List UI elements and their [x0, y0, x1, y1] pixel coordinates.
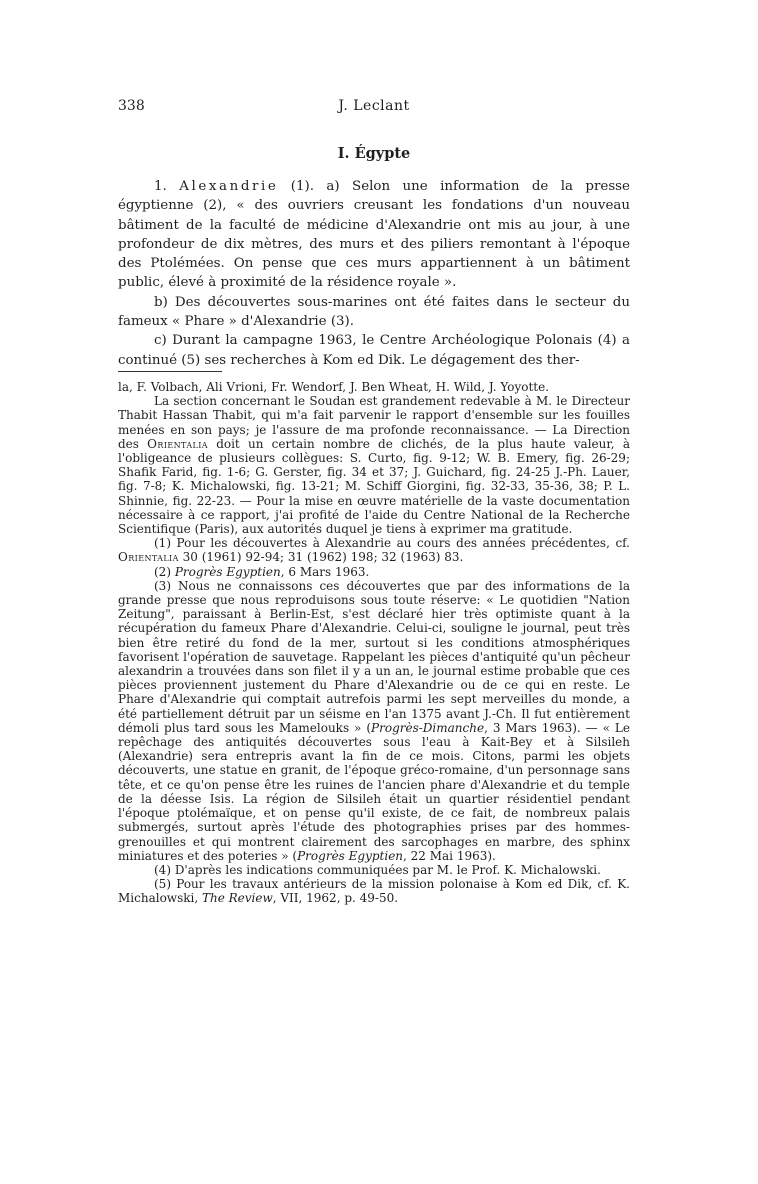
paragraph-alexandrie-c: c) Durant la campagne 1963, le Centre Archéologique Polonais (4) a continué (5) ses recherches à Kom ed Dik. Le dégagement des ther- [118, 333, 630, 368]
paragraph-alexandrie-a: 1. Alexandrie (1). a) Selon une information de la presse égyptienne (2), « des ouvriers creusant les fondations d'un nouveau bâtiment de la faculté de médicine d'Alexandrie ont mis au jour, à une profondeur de dix mètres, des murs et des piliers remontant à l'époque des Ptolémées. On pense que ces murs appartiennent à un bâtiment public, élevé à proximité de la résidence royale ». [118, 179, 630, 291]
page-number: 338 [118, 98, 145, 114]
footnote-5: (5) Pour les travaux antérieurs de la mission polonaise à Kom ed Dik, cf. K. Michalowski, The Review, VII, 1962, p. 49-50. [118, 877, 630, 906]
section-title: I. Égypte [337, 145, 411, 162]
paragraph-alexandrie-b: b) Des découvertes sous-marines ont été faites dans le secteur du fameux « Phare » d'Alexandrie (3). [118, 294, 630, 330]
footnote-acknowledgements: La section concernant le Soudan est grandement redevable à M. le Directeur Thabit Hassan Thabit, qui m'a fait parvenir le rapport d'ensemble sur les fouilles menées en son pays; je l'assure de ma profonde reconnaissance. — La Direction des Orientalia doit un certain nombre de clichés, de la plus haute valeur, à l'obligeance de plusieurs collègues: S. Curto, fig. 9-12; W. B. Emery, fig. 26-29; Shafik Farid, fig. 1-6; G. Gerster, fig. 34 et 37; J. Guichard, fig. 24-25 J.-Ph. Lauer, fig. 7-8; K. Michalowski, fig. 13-21; M. Schiff Giorgini, fig. 32-33, 35-36, 38; P. L. Shinnie, fig. 22-23. — Pour la mise en œuvre matérielle de la vaste documentation nécessaire à ce rapport, j'ai profité de l'aide du Centre National de la Recherche Scientifique (Paris), aux autorités duquel je tiens à exprimer ma gratitude. [118, 394, 630, 537]
body-text [118, 177, 630, 370]
footnote-1: (1) Pour les découvertes à Alexandrie au cours des années précédentes, cf. Orientalia 30 (1961) 92-94; 31 (1962) 198; 32 (1963) 83. [118, 536, 630, 565]
running-head: J. Leclant [338, 98, 410, 114]
place-name-alexandrie: Alexandrie [179, 179, 279, 194]
footnote-continued-line: la, F. Volbach, Ali Vrioni, Fr. Wendorf, J. Ben Wheat, H. Wild, J. Yoyotte. [118, 380, 550, 394]
footnote-3: (3) Nous ne connaissons ces découvertes que par des informations de la grande presse que nous reproduisons sous toute réserve: « Le quotidien "Nation Zeitung", paraissant à Berlin-Est, s'est déclaré hier très optimiste quant à la récupération du fameux Phare d'Alexandrie. Celui-ci, souligne le journal, peut très bien être retiré du fond de la mer, surtout si les conditions atmosphériques favorisent l'opération de sauvetage. Rappelant les pièces d'antiquité qu'un pêcheur alexandrin a trouvées dans son filet il y a un an, le journal estime probable que ces pièces proviennent justement du Phare d'Alexandrie ou de ce qui en reste. Le Phare d'Alexandrie qui comptait autrefois parmi les sept merveilles du monde, a été partiellement détruit par un séisme en l'an 1375 avant J.-Ch. Il fut entièrement démoli plus tard sous les Mamelouks » (Progrès-Dimanche, 3 Mars 1963). — « Le repêchage des antiquités découvertes sous l'eau à Kait-Bey et à Silsileh (Alexandrie) sera entrepris avant la fin de ce mois. Citons, parmi les objets découverts, une statue en granit, de l'époque gréco-romaine, d'un personnage sans tête, et ce qu'on pense être les ruines de l'ancien phare d'Alexandrie et du temple de la déesse Isis. La région de Silsileh était un quartier résidentiel pendant l'époque ptolémaïque, et on pense qu'il existe, de ce fait, de nombreux palais submergés, surtout après l'étude des photographies prises par des hommes-grenouilles et qui montrent clairement des sarcophages en marbre, des sphinx miniatures et des poteries » (Progrès Egyptien, 22 Mai 1963). [118, 578, 630, 863]
footnote-2: (2) Progrès Egyptien, 6 Mars 1963. [154, 564, 370, 579]
footnotes [118, 380, 630, 906]
footnote-4: (4) D'après les indications communiquées par M. le Prof. K. Michalowski. [154, 862, 601, 877]
page-header [118, 98, 630, 118]
footnote-separator [118, 371, 222, 372]
